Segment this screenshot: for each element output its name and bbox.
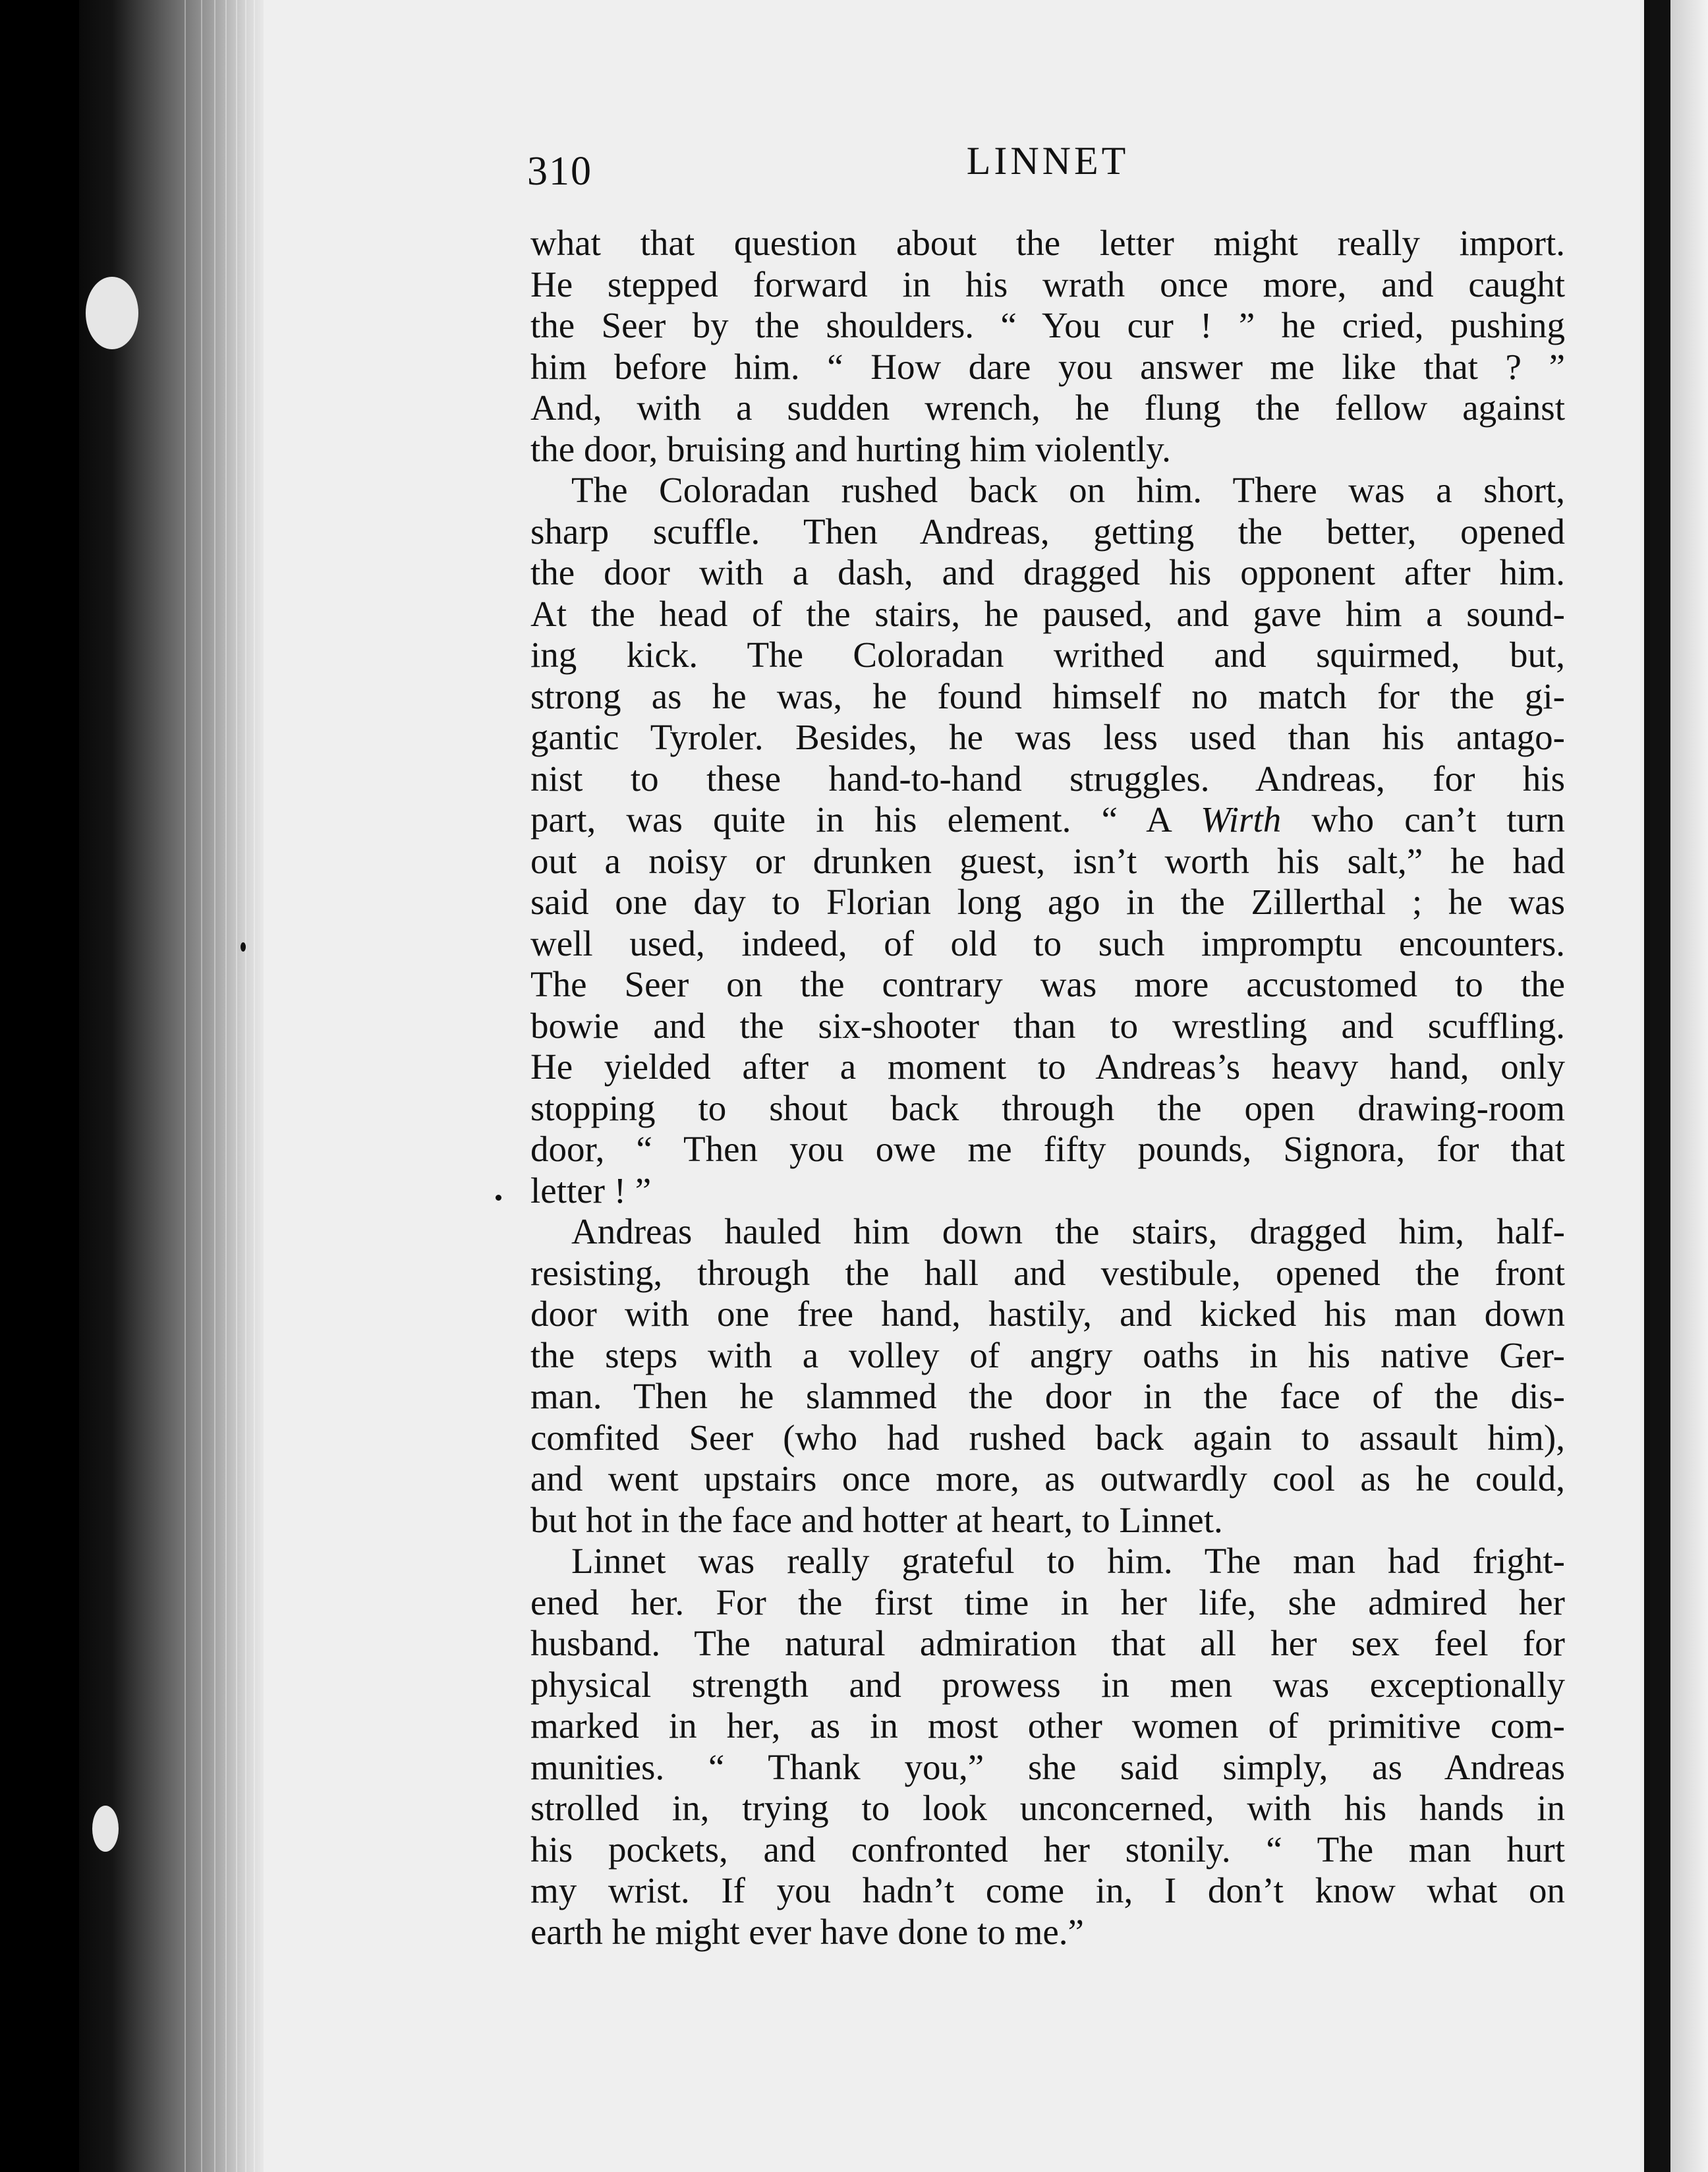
text-line: man. Then he slammed the door in the face of the dis- [530, 1376, 1565, 1416]
text-line: and went upstairs once more, as outwardly cool as he could, [530, 1458, 1565, 1499]
margin-dot [241, 942, 246, 952]
text-line: sharp scuffle. Then Andreas, getting the better, opened [530, 511, 1565, 552]
text-line: him before him. “ How dare you answer me like that ? ” [530, 346, 1565, 387]
text-line: nist to these hand-to-hand struggles. Andreas, for his [530, 758, 1565, 799]
text-line: well used, indeed, of old to such impromptu encounters. [530, 923, 1565, 963]
page-number: 310 [527, 149, 592, 194]
text-line: gantic Tyroler. Besides, he was less used than his antago- [530, 717, 1565, 757]
text-line: my wrist. If you hadn’t come in, I don’t know what on [530, 1870, 1565, 1910]
text-line: letter ! ” [530, 1170, 652, 1211]
text-line: earth he might ever have done to me.” [530, 1911, 1084, 1952]
text-line: the door with a dash, and dragged his opponent after him. [530, 552, 1565, 592]
text-fragment: who can’t turn [1311, 799, 1566, 840]
next-page-edge [1670, 0, 1708, 2172]
paper-blemish [86, 277, 138, 349]
margin-dot [496, 1195, 501, 1201]
text-line: what that question about the letter might really import. [530, 223, 1565, 263]
text-line: resisting, through the hall and vestibule, opened the front [530, 1252, 1565, 1293]
text-line: door, “ Then you owe me fifty pounds, Signora, for that [530, 1129, 1565, 1169]
text-line: strong as he was, he found himself no match for the gi- [530, 675, 1565, 716]
text-line: ing kick. The Coloradan writhed and squirmed, but, [530, 635, 1565, 675]
body-text [530, 223, 1565, 1953]
text-fragment: part, was quite in his element. “ A [530, 799, 1170, 840]
text-line: munities. “ Thank you,” she said simply, as Andreas [530, 1746, 1565, 1787]
paper-blemish [92, 1806, 119, 1852]
page-stack-edge [79, 0, 264, 2172]
text-line: out a noisy or drunken guest, isn’t worth his salt,” he had [530, 840, 1565, 881]
text-line: He yielded after a moment to Andreas’s heavy hand, only [530, 1046, 1565, 1087]
text-line: The Coloradan rushed back on him. There was a short, [571, 470, 1565, 510]
text-line: strolled in, trying to look unconcerned, with his hands in [530, 1788, 1565, 1828]
text-line: Linnet was really grateful to him. The man had fright- [571, 1541, 1565, 1581]
paragraph [530, 1211, 1565, 1541]
text-line: but hot in the face and hotter at heart, to Linnet. [530, 1499, 1223, 1540]
text-line: marked in her, as in most other women of primitive com- [530, 1705, 1565, 1746]
text-line: door with one free hand, hastily, and kicked his man down [530, 1294, 1565, 1334]
text-line: And, with a sudden wrench, he flung the fellow against [530, 387, 1565, 428]
right-gutter-shadow [1644, 0, 1670, 2172]
paragraph [530, 1541, 1565, 1953]
text-line: his pockets, and confronted her stonily. “ The man hurt [530, 1829, 1565, 1870]
paragraph [530, 223, 1565, 470]
text-line: The Seer on the contrary was more accustomed to the [530, 964, 1565, 1004]
text-line: Andreas hauled him down the stairs, dragged him, half- [571, 1211, 1565, 1251]
page-header [527, 135, 1568, 194]
running-head-title: LINNET [966, 139, 1129, 183]
text-line: said one day to Florian long ago in the Zillerthal ; he was [530, 882, 1565, 922]
text-line: At the head of the stairs, he paused, and gave him a sound- [530, 593, 1565, 634]
paragraph [530, 470, 1565, 1211]
text-line: husband. The natural admiration that all her sex feel for [530, 1623, 1565, 1663]
text-line: He stepped forward in his wrath once more, and caught [530, 264, 1565, 304]
text-line: stopping to shout back through the open drawing-room [530, 1087, 1565, 1128]
text-line: ened her. For the first time in her life, she admired her [530, 1582, 1565, 1622]
text-line-mixed [530, 799, 1565, 841]
italic-word: Wirth [1201, 799, 1282, 840]
text-line: physical strength and prowess in men was exceptionally [530, 1664, 1565, 1705]
text-line: the Seer by the shoulders. “ You cur ! ” he cried, pushing [530, 305, 1565, 345]
text-line: bowie and the six-shooter than to wrestling and scuffling. [530, 1005, 1565, 1046]
text-line: the door, bruising and hurting him violently. [530, 428, 1171, 469]
text-line: the steps with a volley of angry oaths in his native Ger- [530, 1334, 1565, 1375]
text-line: comfited Seer (who had rushed back again to assault him), [530, 1417, 1565, 1458]
